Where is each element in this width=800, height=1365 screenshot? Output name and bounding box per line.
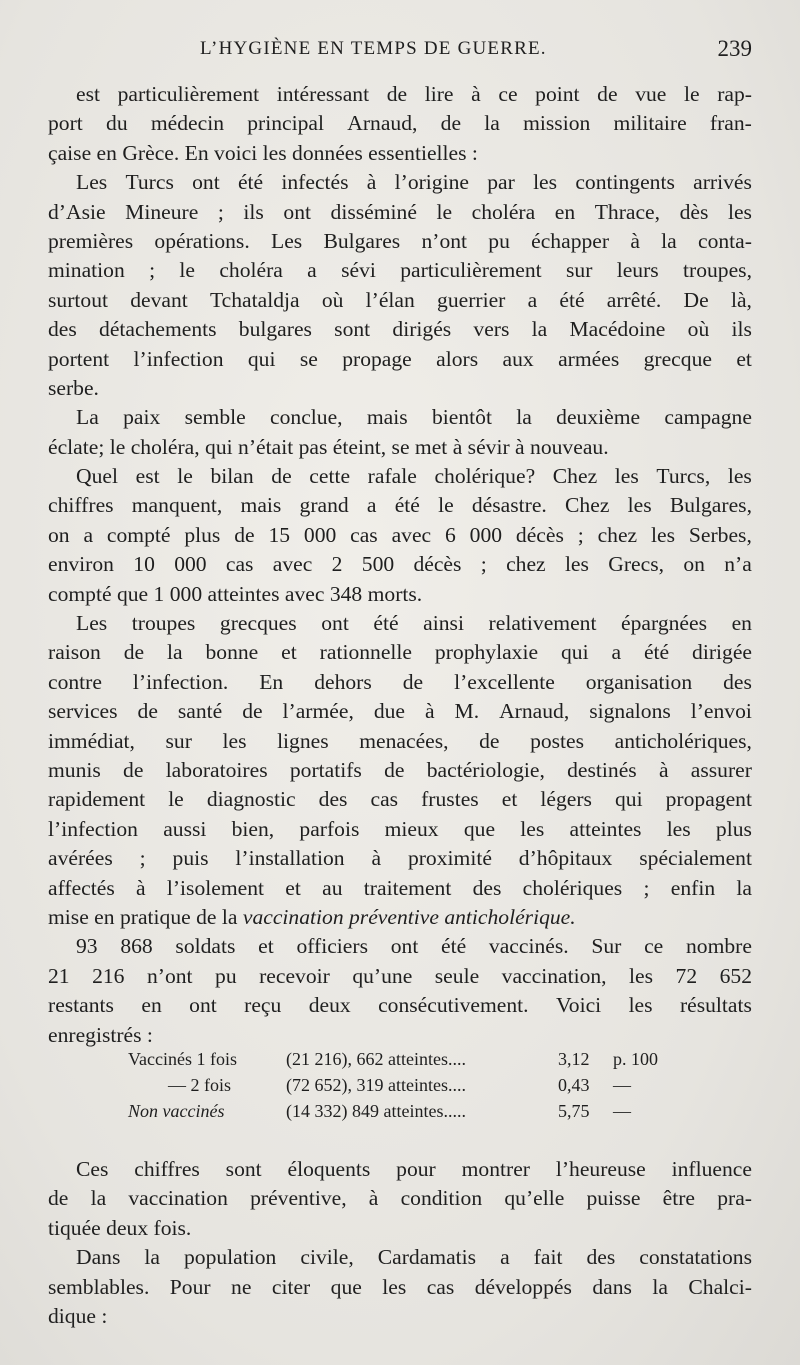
table-cell: Non vaccinés	[128, 1101, 225, 1121]
table-cell: (72 652), 319 atteintes....	[286, 1075, 466, 1095]
paragraph	[48, 932, 752, 1050]
table-row	[128, 1072, 688, 1098]
text-line: çaise en Grèce. En voici les données essentielles :	[48, 140, 478, 165]
text-line: 21 216 n’ont pu recevoir qu’une seule vaccination, les 72 652	[48, 963, 752, 988]
text-line: services de santé de l’armée, due à M. Arnaud, signalons l’envoi	[48, 699, 752, 724]
table-cell: — 2 fois	[168, 1075, 231, 1095]
paragraph	[48, 1243, 752, 1331]
text-line: Dans la population civile, Cardamatis a fait des constatations	[76, 1245, 752, 1270]
text-line: La paix semble conclue, mais bientôt la deuxième campagne	[76, 405, 752, 430]
text-line: d’Asie Mineure ; ils ont disséminé le choléra en Thrace, dès les	[48, 199, 752, 224]
text-line: enregistrés :	[48, 1022, 153, 1047]
emphasis-text: vaccination préventive anticholérique.	[242, 904, 576, 929]
text-line: port du médecin principal Arnaud, de la mission militaire fran-	[48, 111, 752, 136]
text-line: compté que 1 000 atteintes avec 348 morts.	[48, 581, 423, 606]
text-line: éclate; le choléra, qui n’était pas éteint, se met à sévir à nouveau.	[48, 434, 609, 459]
table-cell: —	[613, 1075, 631, 1095]
text-line: serbe.	[48, 375, 99, 400]
text-line: chiffres manquent, mais grand a été le désastre. Chez les Bulgares,	[48, 493, 752, 518]
text-line: restants en ont reçu deux consécutivement. Voici les résultats	[48, 993, 752, 1018]
text-line: environ 10 000 cas avec 2 500 décès ; chez les Grecs, on n’a	[48, 552, 752, 577]
paragraph	[48, 609, 752, 932]
table-cell: (14 332) 849 atteintes.....	[286, 1101, 466, 1121]
table-cell: p. 100	[613, 1049, 658, 1069]
paragraph	[48, 403, 752, 462]
paragraph	[48, 80, 752, 168]
table-cell: 5,75	[558, 1101, 590, 1121]
text-line	[48, 903, 752, 932]
vaccination-results-table	[128, 1046, 688, 1124]
text-line: on a compté plus de 15 000 cas avec 6 000 décès ; chez les Serbes,	[48, 522, 752, 547]
table-cell: 0,43	[558, 1075, 590, 1095]
text-line: de la vaccination préventive, à condition qu’elle puisse être pra-	[48, 1186, 752, 1211]
text-line: semblables. Pour ne citer que les cas développés dans la Chalci-	[48, 1274, 752, 1299]
page-header	[48, 38, 752, 68]
table-cell: Vaccinés 1 fois	[128, 1049, 237, 1069]
paragraph	[48, 1155, 752, 1243]
body-text-bottom	[48, 1155, 752, 1331]
table-row	[128, 1098, 688, 1124]
text-line: affectés à l’isolement et au traitement des cholériques ; enfin la	[48, 875, 752, 900]
text-line: tiquée deux fois.	[48, 1215, 192, 1240]
table-cell: (21 216), 662 atteintes....	[286, 1049, 466, 1069]
text-line: mination ; le choléra a sévi particulièrement sur leurs troupes,	[48, 258, 752, 283]
table-cell: 3,12	[558, 1049, 590, 1069]
text-line: Quel est le bilan de cette rafale cholérique? Chez les Turcs, les	[76, 464, 752, 489]
text-line: dique :	[48, 1303, 108, 1328]
text-line: Les troupes grecques ont été ainsi relativement épargnées en	[76, 611, 752, 636]
table-row	[128, 1046, 688, 1072]
text-line: rapidement le diagnostic des cas frustes et légers qui propagent	[48, 787, 752, 812]
running-title: L’HYGIÈNE EN TEMPS DE GUERRE.	[200, 38, 547, 59]
table-cell: —	[613, 1101, 631, 1121]
text-line: Ces chiffres sont éloquents pour montrer l’heureuse influence	[76, 1157, 752, 1181]
paragraph	[48, 168, 752, 403]
text-line: munis de laboratoires portatifs de bactériologie, destinés à assurer	[48, 757, 752, 782]
page-number: 239	[717, 36, 752, 61]
text-line: premières opérations. Les Bulgares n’ont pu échapper à la conta-	[48, 228, 752, 253]
text-line: portent l’infection qui se propage alors aux armées grecque et	[48, 346, 752, 371]
paragraph	[48, 462, 752, 609]
body-text-top	[48, 80, 752, 1050]
text-line: est particulièrement intéressant de lire à ce point de vue le rap-	[76, 82, 752, 106]
text-line: surtout devant Tchataldja où l’élan guerrier a été arrêté. De là,	[48, 287, 752, 312]
text-line: contre l’infection. En dehors de l’excellente organisation des	[48, 669, 752, 694]
text-line: 93 868 soldats et officiers ont été vaccinés. Sur ce nombre	[76, 934, 752, 959]
text-line: avérées ; puis l’installation à proximité d’hôpitaux spécialement	[48, 846, 752, 871]
text-line: des détachements bulgares sont dirigés vers la Macédoine où ils	[48, 317, 752, 342]
text-line: immédiat, sur les lignes menacées, de postes anticholériques,	[48, 728, 752, 753]
text-line: Les Turcs ont été infectés à l’origine par les contingents arrivés	[76, 170, 752, 195]
text-line: raison de la bonne et rationnelle prophylaxie qui a été dirigée	[48, 640, 752, 665]
line-prefix: mise en pratique de la	[48, 904, 243, 929]
text-line: l’infection aussi bien, parfois mieux que les atteintes les plus	[48, 816, 752, 841]
